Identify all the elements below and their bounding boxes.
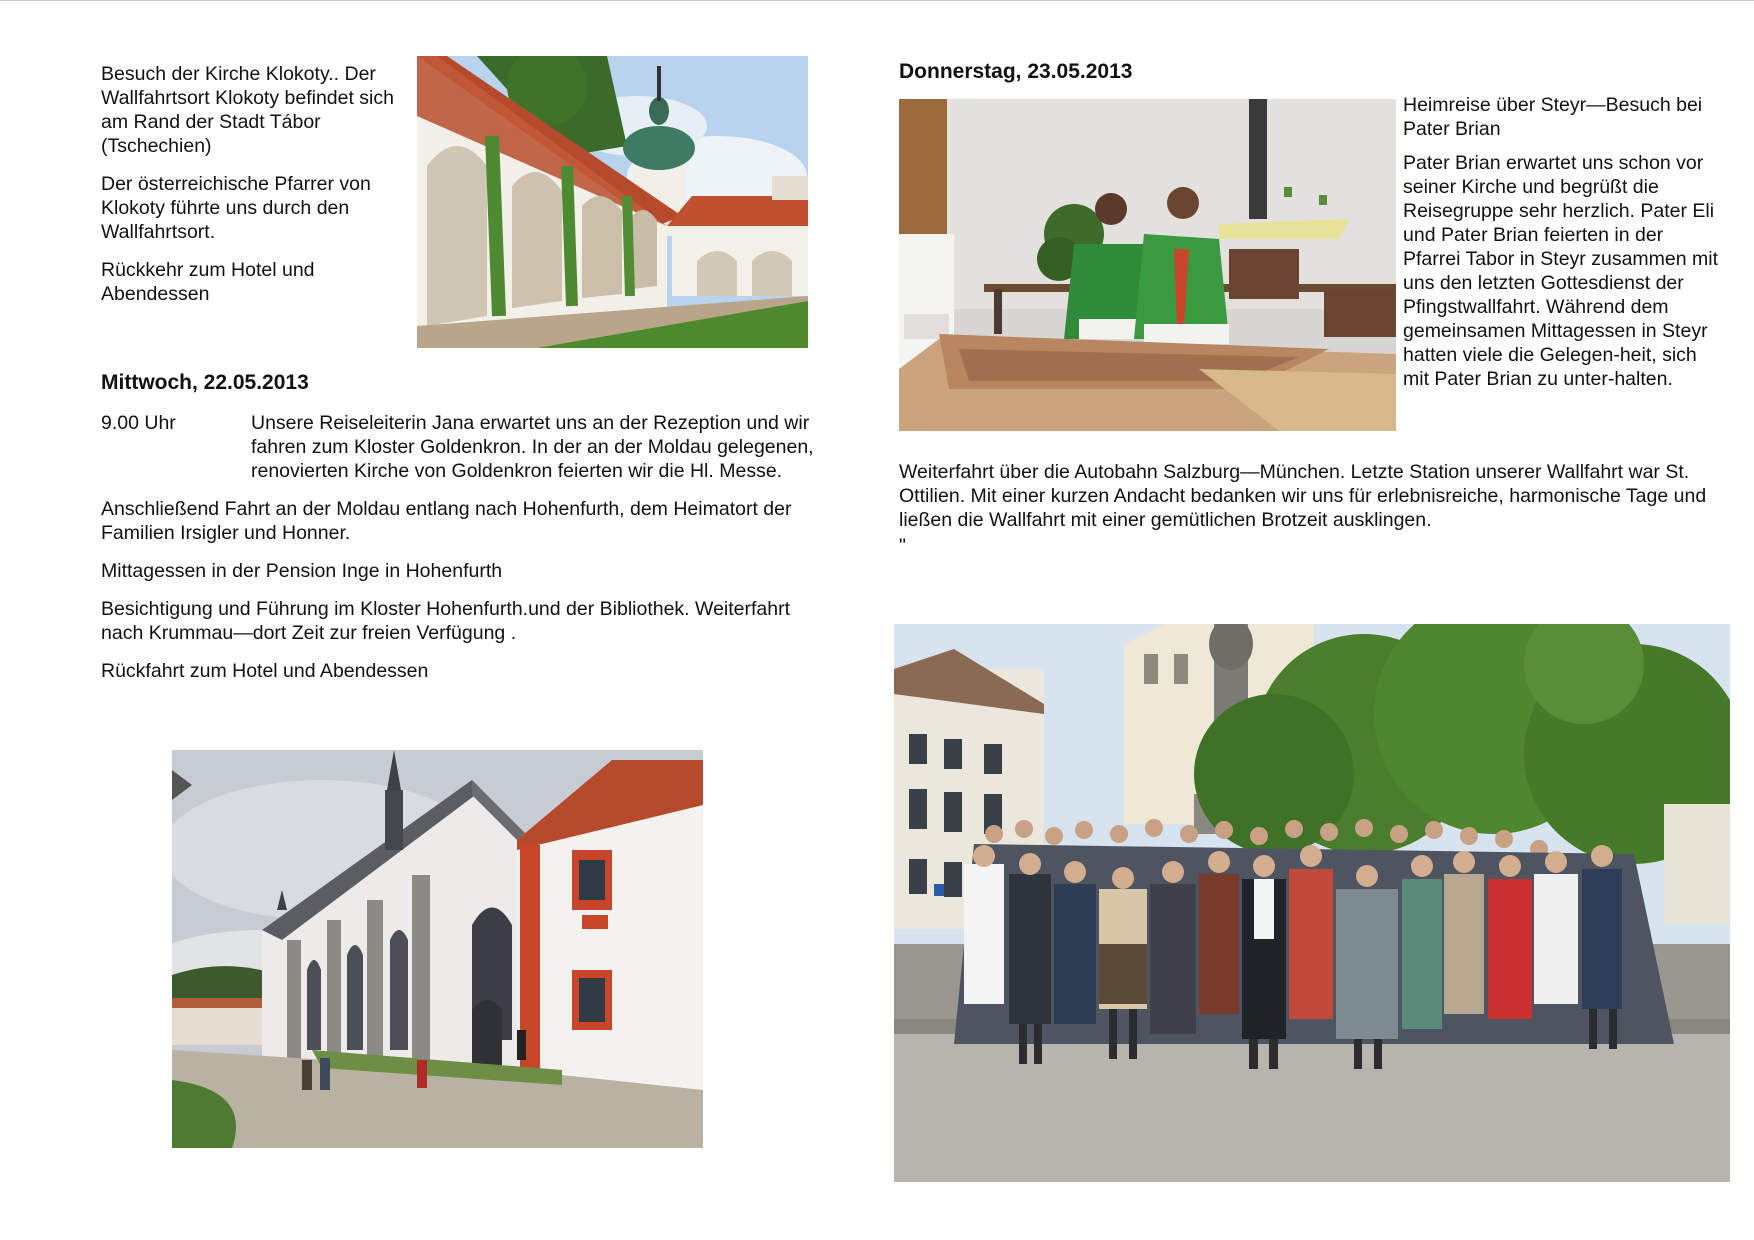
intro-paragraph-2: Der österreichische Pfarrer von Klokoty führte uns durch den Wallfahrtsort.	[101, 173, 371, 243]
closing-text	[899, 460, 1724, 572]
top-border	[0, 0, 1754, 1]
intro-text	[101, 62, 407, 320]
intro-paragraph-3: Rückkehr zum Hotel und Abendessen	[101, 259, 315, 305]
paragraph-lunch: Mittagessen in der Pension Inge in Hohenfurth	[101, 560, 503, 582]
thursday-heading: Donnerstag, 23.05.2013	[899, 60, 1133, 83]
closing-paragraph: Weiterfahrt über die Autobahn Salzburg—München. Letzte Station unserer Wallfahrt war St. Ottilien. Mit einer kurzen Andacht bedanken wir uns für erlebnisreiche, harmonische Tage und ließen die Wallfahrt mit einer gemütlichen Brotzeit ausklingen.	[899, 461, 1707, 531]
klokoty-church-photo	[417, 56, 808, 348]
intro-paragraph-1: Besuch der Kirche Klokoty.. Der Wallfahrtsort Klokoty befindet sich am Rand der Stadt Tábor (Tschechien)	[101, 63, 394, 157]
thursday-side-text	[1403, 93, 1723, 405]
paragraph-hohenfurth-trip: Anschließend Fahrt an der Moldau entlang nach Hohenfurth, dem Heimatort der Familien Irsigler und Honner.	[101, 498, 792, 544]
thursday-paragraph-2: Pater Brian erwartet uns schon vor seiner Kirche und begrüßt die Reisegruppe sehr herzlich. Pater Eli und Pater Brian feierten in der Pfarrei Tabor in Steyr zusammen mit uns den letzten Gottesdienst der Pfingstwallfahrt. Während dem gemeinsamen Mittagessen in Steyr hatten viele die Gelegen-heit, sich mit Pater Brian zu unter-halten.	[1403, 152, 1718, 390]
steyr-mass-photo	[899, 99, 1396, 431]
paragraph-return: Rückfahrt zum Hotel und Abendessen	[101, 660, 429, 682]
schedule-time: 9.00 Uhr	[101, 412, 176, 434]
group-photo	[894, 624, 1730, 1182]
stray-quote-mark: "	[899, 535, 906, 557]
thursday-paragraph-1: Heimreise über Steyr—Besuch bei Pater Brian	[1403, 94, 1703, 140]
schedule-description: Unsere Reiseleiterin Jana erwartet uns an der Rezeption und wir fahren zum Kloster Goldenkron. In der an der Moldau gelegenen, renovierten Kirche von Goldenkron feierten wir die Hl. Messe.	[251, 412, 814, 482]
wednesday-schedule	[101, 411, 831, 697]
wednesday-heading: Mittwoch, 22.05.2013	[101, 371, 309, 394]
paragraph-monastery-tour: Besichtigung und Führung im Kloster Hohenfurth.und der Bibliothek. Weiterfahrt nach Krummau—dort Zeit zur freien Verfügung .	[101, 598, 791, 644]
goldenkron-church-photo	[172, 750, 703, 1148]
